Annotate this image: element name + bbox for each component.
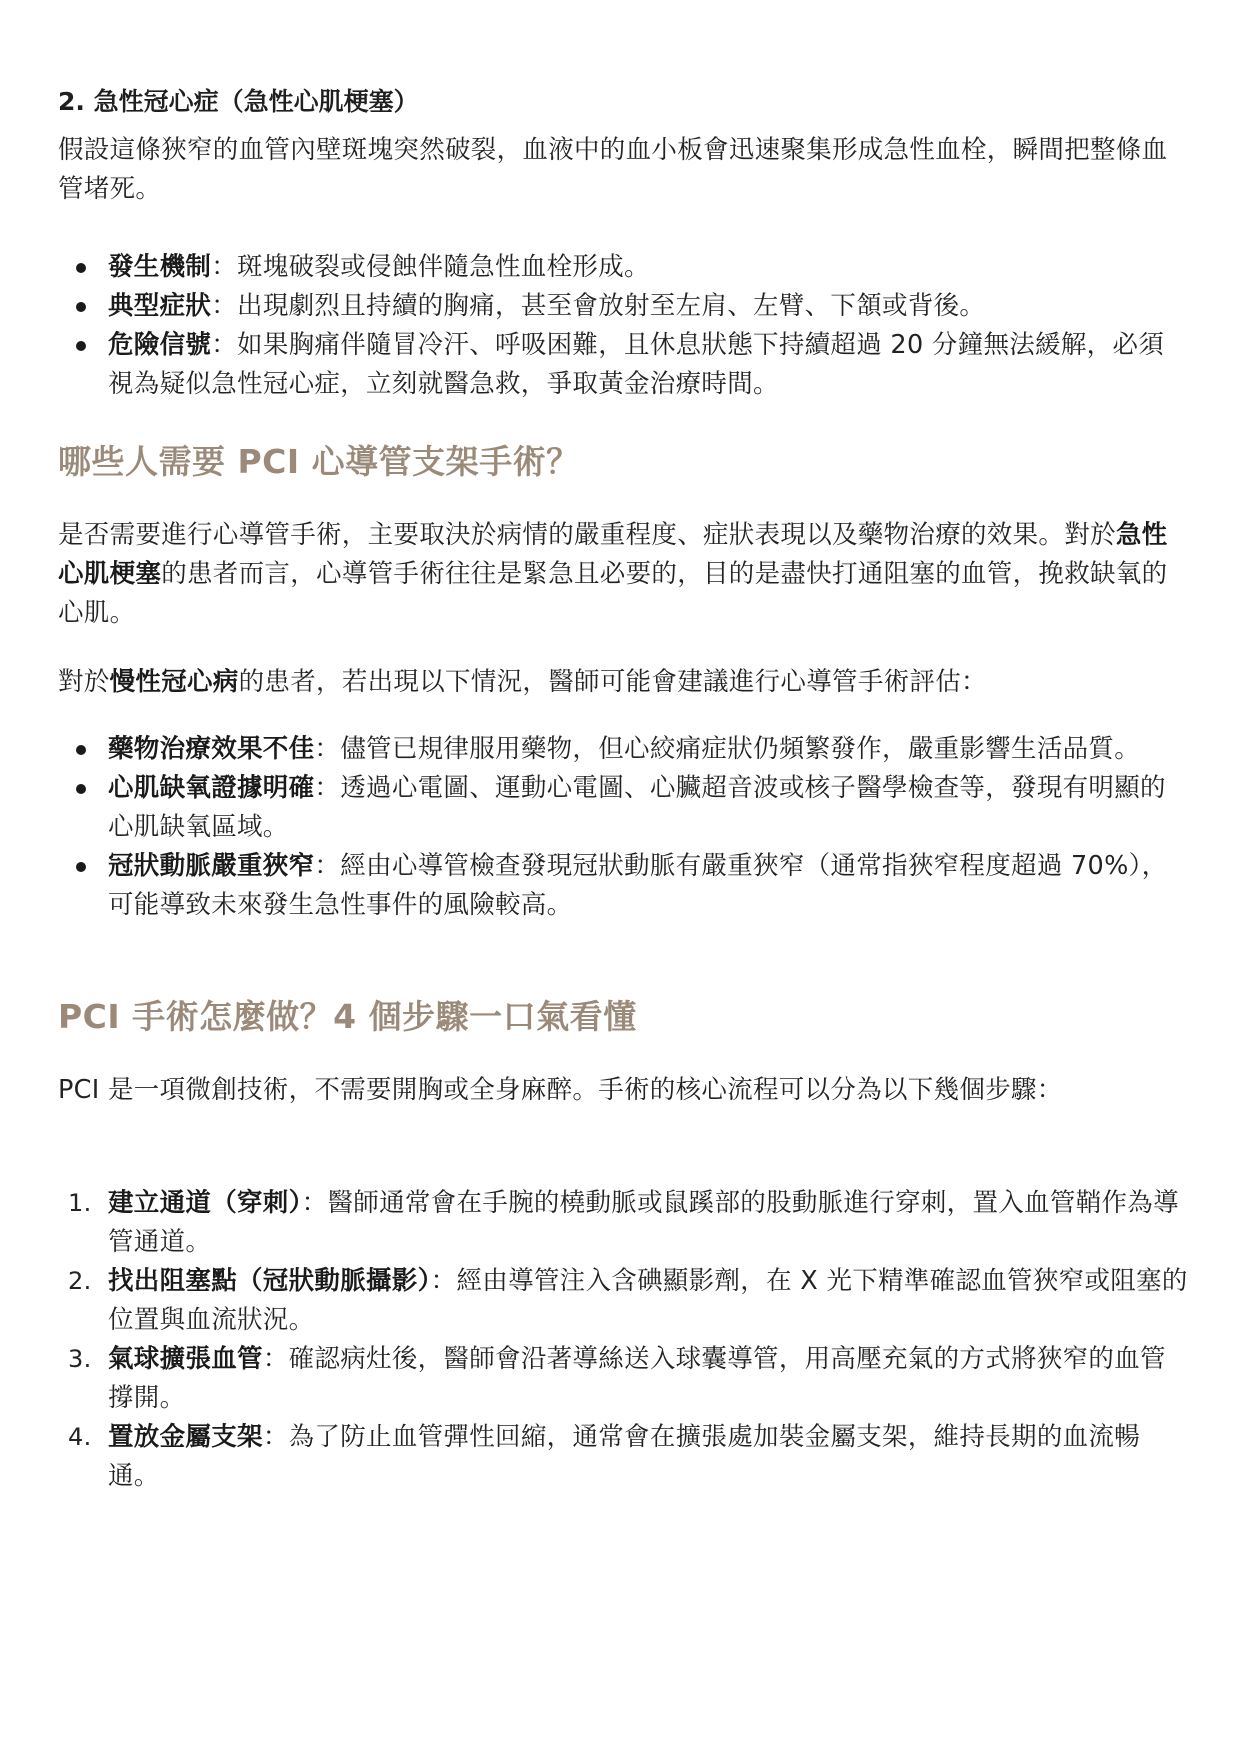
- how-intro-paragraph: PCI 是一項微創技術，不需要開胸或全身麻醉。手術的核心流程可以分為以下幾個步驟：: [58, 1075, 1063, 1105]
- step-label: 建立通道（穿刺）: [108, 1188, 302, 1218]
- item-label: 發生機制: [108, 252, 212, 282]
- bullet-icon: [76, 263, 86, 273]
- step-item: [58, 1262, 1188, 1340]
- list-item: [58, 287, 1188, 326]
- item-text: 出現劇烈且持續的胸痛，甚至會放射至左肩、左臂、下頷或背後。: [237, 291, 986, 321]
- bullet-icon: [76, 341, 86, 351]
- item-separator: ：: [262, 1344, 289, 1374]
- item-separator: ：: [430, 1266, 457, 1296]
- list-item: [58, 847, 1188, 925]
- step-number: 4.: [68, 1423, 92, 1451]
- item-separator: ：: [314, 734, 341, 764]
- step-text: 經由導管注入含碘顯影劑，在 X 光下精準確認血管狹窄或阻塞的位置與血流狀況。: [108, 1266, 1188, 1335]
- step-item: [58, 1418, 1188, 1496]
- bullet-icon: [76, 745, 86, 755]
- bold-term: 急性心肌梗塞: [58, 520, 1168, 589]
- who-bullet-list: [58, 730, 1188, 925]
- item-separator: ：: [211, 252, 238, 282]
- pci-steps-list: [58, 1184, 1188, 1496]
- text-span: 是否需要進行心導管手術，主要取決於病情的嚴重程度、症狀表現以及藥物治療的效果。對於: [58, 520, 1116, 550]
- item-text: 斑塊破裂或侵蝕伴隨急性血栓形成。: [237, 252, 650, 282]
- step-text: 為了防止血管彈性回縮，通常會在擴張處加裝金屬支架，維持長期的血流暢通。: [108, 1422, 1141, 1491]
- step-item: [58, 1184, 1188, 1262]
- item-separator: ：: [211, 291, 238, 321]
- step-label: 置放金屬支架: [108, 1422, 263, 1452]
- bullet-icon: [76, 784, 86, 794]
- item-label: 藥物治療效果不佳: [108, 734, 315, 764]
- who-paragraph-2: [58, 663, 987, 702]
- step-label: 找出阻塞點（冠狀動脈攝影）: [108, 1266, 431, 1296]
- item-text: 經由心導管檢查發現冠狀動脈有嚴重狹窄（通常指狹窄程度超過 70%），可能導致未來發生急性事件的風險較高。: [108, 851, 1168, 920]
- bullet-icon: [76, 862, 86, 872]
- text-span: 的患者，若出現以下情況，醫師可能會建議進行心導管手術評估：: [238, 667, 987, 697]
- step-text: 確認病灶後，醫師會沿著導絲送入球囊導管，用高壓充氣的方式將狹窄的血管撐開。: [108, 1344, 1166, 1413]
- section-heading-who-needs-pci: 哪些人需要 PCI 心導管支架手術？: [58, 442, 580, 481]
- bullet-icon: [76, 302, 86, 312]
- step-number: 3.: [68, 1345, 92, 1373]
- list-item: [58, 326, 1188, 404]
- item-separator: ：: [314, 851, 341, 881]
- step-label: 氣球擴張血管: [108, 1344, 263, 1374]
- bold-term: 慢性冠心病: [109, 667, 239, 697]
- step-text: 醫師通常會在手腕的橈動脈或鼠蹊部的股動脈進行穿刺，置入血管鞘作為導管通道。: [108, 1188, 1179, 1257]
- item-text: 儘管已規律服用藥物，但心絞痛症狀仍頻繁發作，嚴重影響生活品質。: [340, 734, 1141, 764]
- item-separator: ：: [211, 330, 238, 360]
- step-number: 2.: [68, 1267, 92, 1295]
- list-item: [58, 769, 1188, 847]
- section-heading-how-pci-works: PCI 手術怎麼做？4 個步驟一口氣看懂: [58, 997, 637, 1036]
- item-separator: ：: [301, 1188, 328, 1218]
- item-label: 心肌缺氧證據明確: [108, 773, 315, 803]
- text-span: 的患者而言，心導管手術往往是緊急且必要的，目的是盡快打通阻塞的血管，挽救缺氧的心肌。: [58, 559, 1168, 628]
- step-item: [58, 1340, 1188, 1418]
- item-text: 透過心電圖、運動心電圖、心臟超音波或核子醫學檢查等，發現有明顯的心肌缺氧區域。: [108, 773, 1166, 842]
- text-span: 對於: [58, 667, 110, 697]
- list-item: [58, 730, 1188, 769]
- who-paragraph-1: [58, 516, 1188, 633]
- list-item: [58, 248, 1188, 287]
- item-separator: ：: [262, 1422, 289, 1452]
- acs-intro-paragraph: 假設這條狹窄的血管內壁斑塊突然破裂，血液中的血小板會迅速聚集形成急性血栓，瞬間把整條血管堵死。: [58, 135, 1168, 204]
- item-text: 如果胸痛伴隨冒冷汗、呼吸困難，且休息狀態下持續超過 20 分鐘無法緩解，必須視為疑似急性冠心症，立刻就醫急救，爭取黃金治療時間。: [108, 330, 1165, 399]
- subheading-acute-coronary: 2. 急性冠心症（急性心肌梗塞）: [58, 87, 419, 116]
- item-label: 危險信號: [108, 330, 212, 360]
- item-label: 冠狀動脈嚴重狹窄: [108, 851, 315, 881]
- step-number: 1.: [68, 1189, 92, 1217]
- item-separator: ：: [314, 773, 341, 803]
- acs-bullet-list: [58, 248, 1188, 404]
- item-label: 典型症狀: [108, 291, 212, 321]
